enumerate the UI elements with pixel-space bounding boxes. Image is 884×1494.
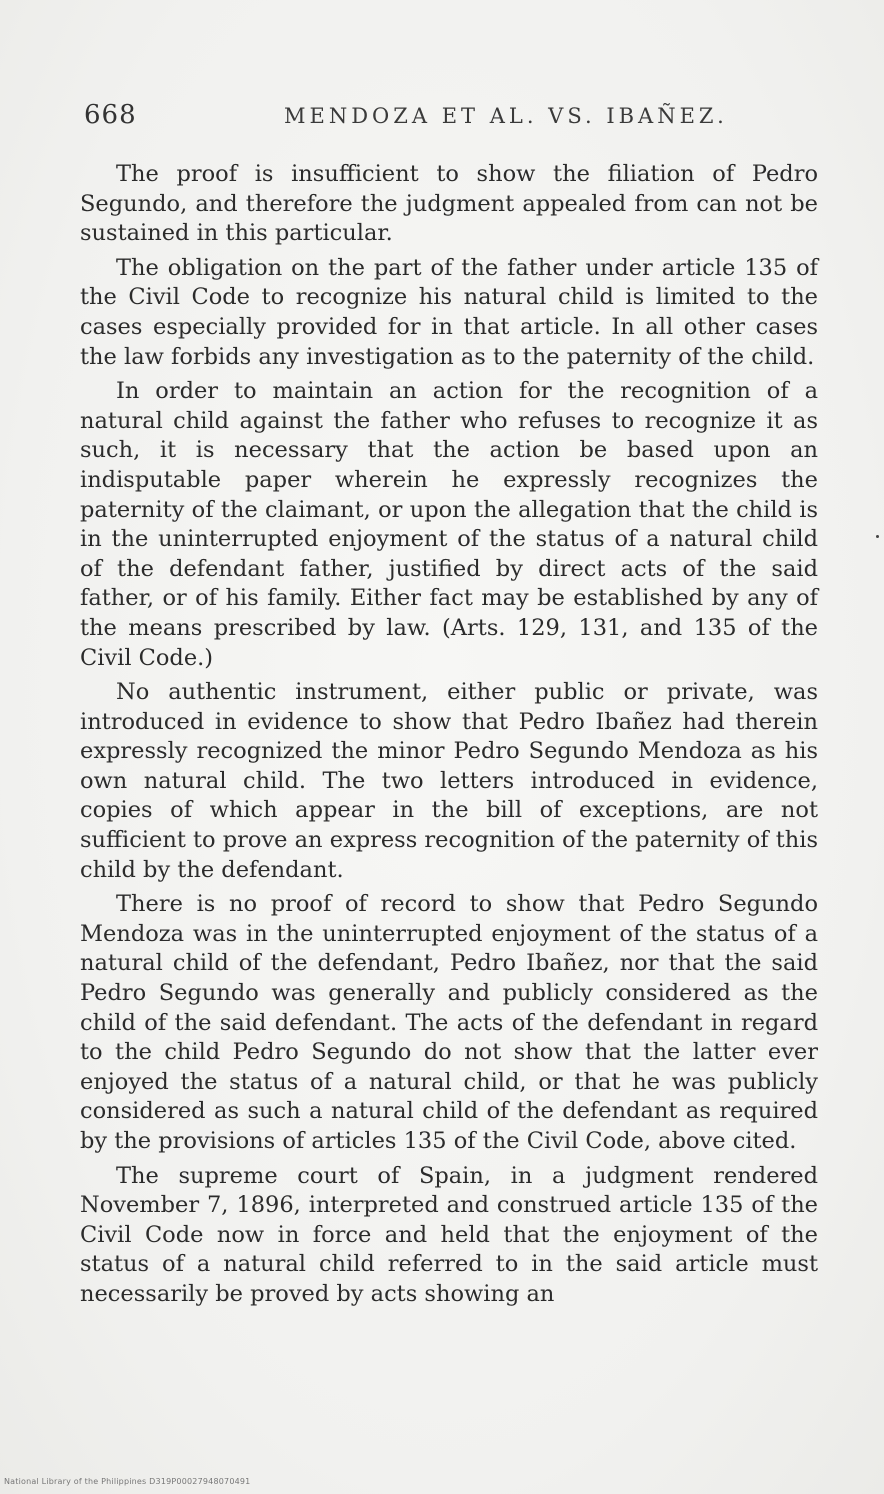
paragraph-2: The obligation on the part of the father under article 135 of the Civil Code to recognize his natural child is limited to the cases especially provided for in that article. In all other cases the law forbids any investigation as to the paternity of the child. bbox=[80, 254, 818, 370]
paragraph-5: There is no proof of record to show that Pedro Segundo Mendoza was in the uninterrupted enjoyment of the status of a natural child of the defendant, Pedro Ibañez, nor that the said Pedro Segundo was generally and publicly considered as the child of the said defendant. The acts of the defendant in regard to the child Pedro Segundo do not show that the latter ever enjoyed the status of a natural child, or that he was publicly considered as such a natural child of the defendant as required by the provisions of articles 135 of the Civil Code, above cited. bbox=[80, 891, 818, 1154]
source-footer: National Library of the Philippines D319P00027948070491 bbox=[4, 1477, 251, 1486]
running-title: MENDOZA ET AL. VS. IBAÑEZ. bbox=[284, 104, 728, 128]
paragraph-3: In order to maintain an action for the recognition of a natural child against the father who refuses to recognize it as such, it is necessary that the action be based upon an indisputable paper wherein he expressly recognizes the paternity of the claimant, or upon the allegation that the child is in the uninterrupted enjoyment of the status of a natural child of the defendant father, justified by direct acts of the said father, or of his family. Either fact may be established by any of the means prescribed by law. (Arts. 129, 131, and 135 of the Civil Code.) bbox=[80, 378, 818, 671]
body-text bbox=[80, 160, 818, 1315]
page-number: 668 bbox=[84, 100, 137, 130]
paragraph-1: The proof is insufficient to show the filiation of Pedro Segundo, and therefore the judgment appealed from can not be sustained in this particular. bbox=[80, 161, 818, 247]
paragraph-4: No authentic instrument, either public or private, was introduced in evidence to show that Pedro Ibañez had therein expressly recognized the minor Pedro Segundo Mendoza as his own natural child. The two letters introduced in evidence, copies of which appear in the bill of exceptions, are not sufficient to prove an express recognition of the paternity of this child by the defendant. bbox=[80, 679, 819, 883]
running-head bbox=[84, 100, 824, 136]
paragraph-6: The supreme court of Spain, in a judgment rendered November 7, 1896, interpreted and construed article 135 of the Civil Code now in force and held that the enjoyment of the status of a natural child referred to in the said article must necessarily be proved by acts showing an bbox=[80, 1162, 818, 1307]
scan-speck bbox=[876, 535, 879, 538]
